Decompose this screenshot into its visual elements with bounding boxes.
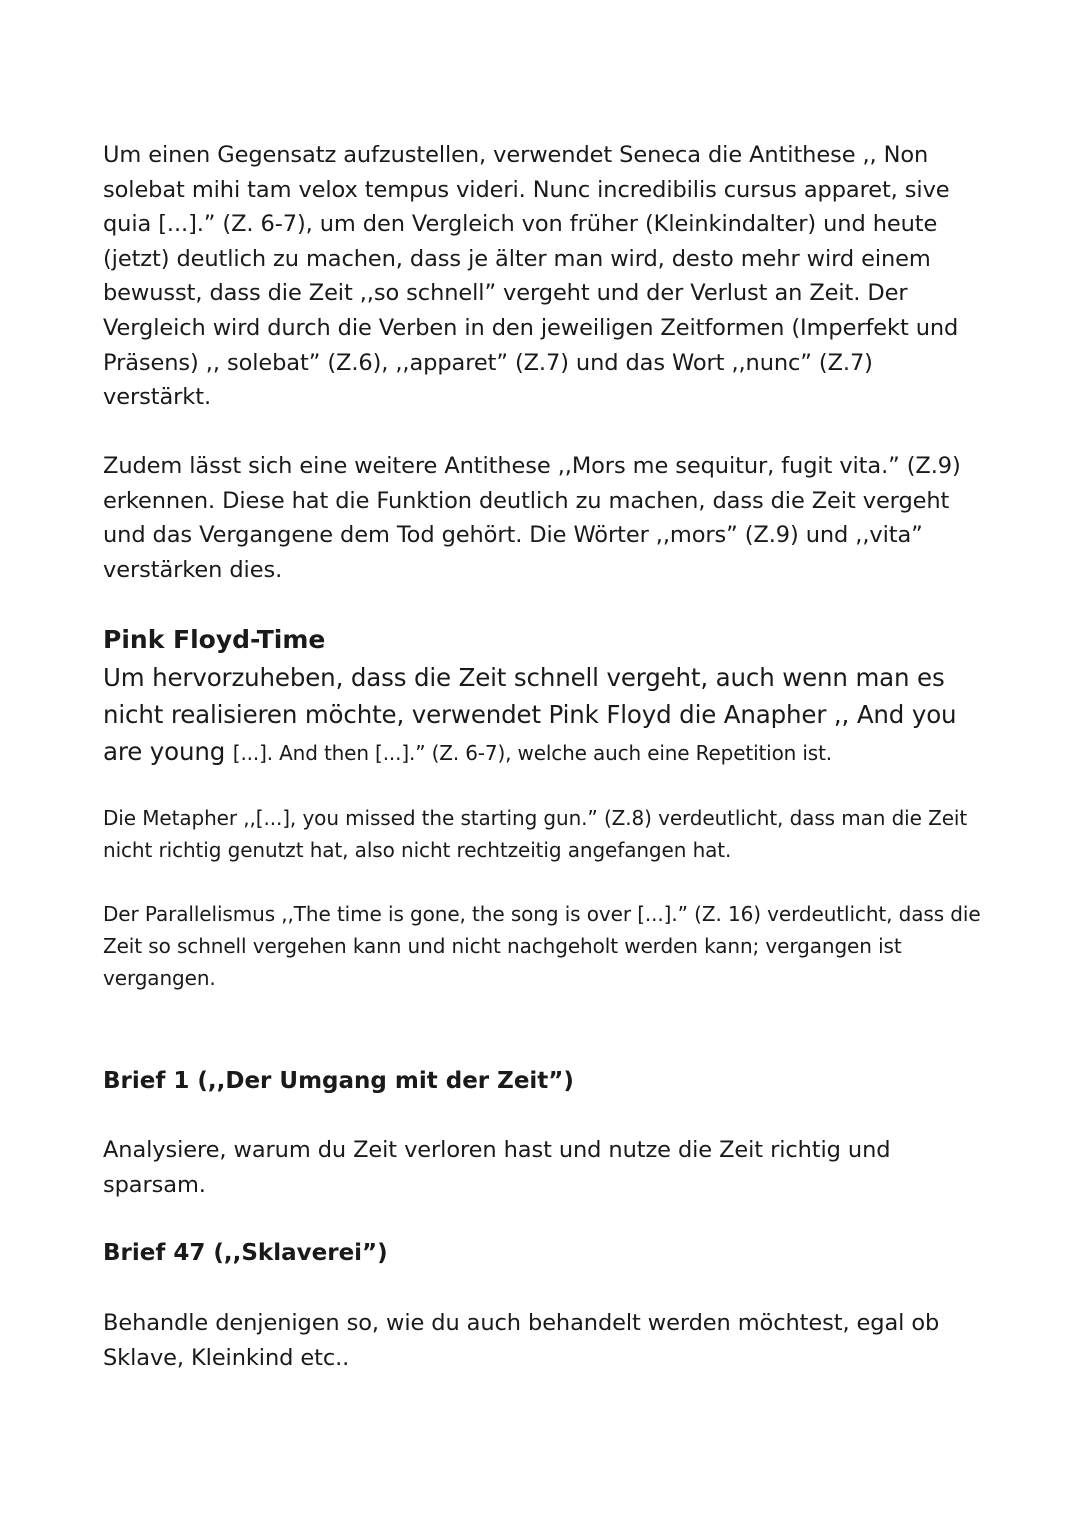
- paragraph-parallelismus: Der Parallelismus ,,The time is gone, the song is over [...].” (Z. 16) verdeutlicht, dass die Zeit so schnell vergehen kann und nicht nachgeholt werden kann; vergangen ist vergangen.: [103, 902, 981, 990]
- paragraph-seneca-antithese: Um einen Gegensatz aufzustellen, verwendet Seneca die Antithese ,, Non solebat mihi tam velox tempus videri. Nunc incredibilis cursus apparet, sive quia [...].” (Z. 6-7), um den Vergleich von früher (Kleinkindalter) und heute (jetzt) deutlich zu machen, dass je älter man wird, desto mehr wird einem bewusst, dass die Zeit ,,so schnell” vergeht und der Verlust an Zeit. Der Vergleich wird durch die Verben in den jeweiligen Zeitformen (Imperfekt und Präsens) ,, solebat” (Z.6), ,,apparet” (Z.7) und das Wort ,,nunc” (Z.7) verstärkt.: [103, 142, 959, 411]
- paragraph-mors-antithese: Zudem lässt sich eine weitere Antithese ,,Mors me sequitur, fugit vita.” (Z.9) erkennen. Diese hat die Funktion deutlich zu machen, dass die Zeit vergeht und das Vergangene dem Tod gehört. Die Wörter ,,mors” (Z.9) und ,,vita” verstärken dies.: [103, 453, 961, 583]
- paragraph-brief-47: Behandle denjenigen so, wie du auch behandelt werden möchtest, egal ob Sklave, Kleinkind etc..: [103, 1310, 940, 1371]
- heading-brief-1: Brief 1 (,,Der Umgang mit der Zeit”): [103, 1068, 574, 1094]
- anapher-tail-text: [...]. And then [...].” (Z. 6-7), welche auch eine Repetition ist.: [232, 741, 832, 765]
- heading-brief-47: Brief 47 (,,Sklaverei”): [103, 1240, 388, 1266]
- paragraph-brief-1: Analysiere, warum du Zeit verloren hast und nutze die Zeit richtig und sparsam.: [103, 1137, 891, 1198]
- anapher-main-text: Um hervorzuheben, dass die Zeit schnell vergeht, auch wenn man es nicht realisieren möchte, verwendet Pink Floyd die Anapher ,, And you are young: [103, 663, 957, 766]
- section-title-pink-floyd: Pink Floyd-Time: [103, 625, 326, 654]
- paragraph-pink-floyd-anapher: [103, 659, 983, 772]
- paragraph-metapher: Die Metapher ,,[...], you missed the starting gun.” (Z.8) verdeutlicht, dass man die Zeit nicht richtig genutzt hat, also nicht rechtzeitig angefangen hat.: [103, 806, 968, 862]
